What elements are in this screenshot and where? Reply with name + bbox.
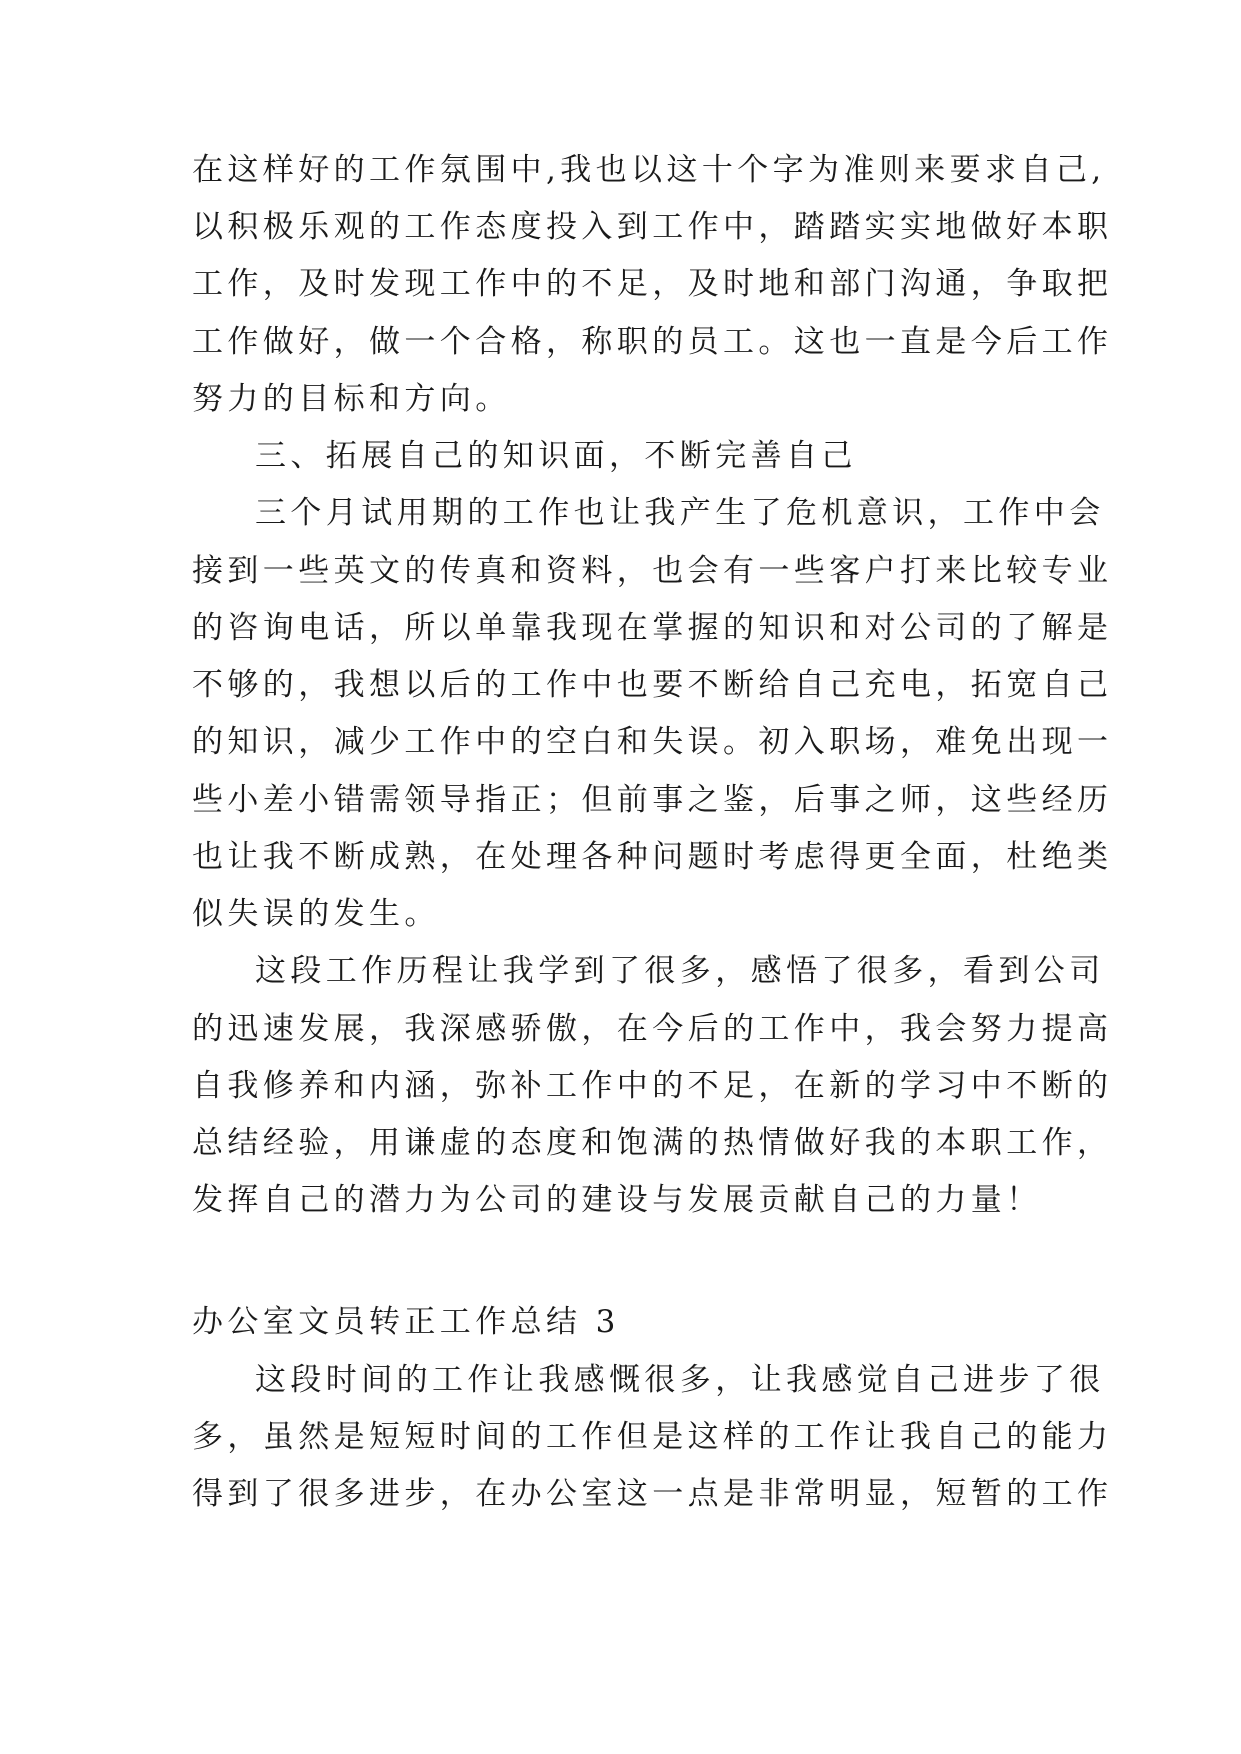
body-text-line: 总结经验，用谦虚的态度和饱满的热情做好我的本职工作， bbox=[192, 1125, 1113, 1161]
body-text-line: 的知识，减少工作中的空白和失误。初入职场，难免出现一 bbox=[192, 724, 1113, 760]
section-title: 办公室文员转正工作总结 3 bbox=[192, 1304, 620, 1340]
body-text-line: 这段时间的工作让我感慨很多，让我感觉自己进步了很 bbox=[255, 1362, 1105, 1398]
body-text-line: 发挥自己的潜力为公司的建设与发展贡献自己的力量！ bbox=[192, 1182, 1042, 1218]
body-text-line: 在这样好的工作氛围中,我也以这十个字为准则来要求自己, bbox=[192, 152, 1106, 188]
body-text-line: 以积极乐观的工作态度投入到工作中，踏踏实实地做好本职 bbox=[192, 209, 1113, 245]
body-text-line: 接到一些英文的传真和资料，也会有一些客户打来比较专业 bbox=[192, 553, 1113, 589]
body-text-line: 这段工作历程让我学到了很多，感悟了很多，看到公司 bbox=[255, 953, 1105, 989]
body-text-line: 也让我不断成熟，在处理各种问题时考虑得更全面，杜绝类 bbox=[192, 839, 1113, 875]
body-text-line: 三个月试用期的工作也让我产生了危机意识，工作中会 bbox=[255, 495, 1105, 531]
body-text-line: 得到了很多进步，在办公室这一点是非常明显，短暂的工作 bbox=[192, 1476, 1113, 1512]
body-text-line: 工作做好，做一个合格，称职的员工。这也一直是今后工作 bbox=[192, 324, 1113, 360]
body-text-line: 多，虽然是短短时间的工作但是这样的工作让我自己的能力 bbox=[192, 1419, 1113, 1455]
body-text-line: 不够的，我想以后的工作中也要不断给自己充电，拓宽自己 bbox=[192, 667, 1113, 703]
body-text-line: 努力的目标和方向。 bbox=[192, 381, 511, 417]
body-text-line: 的迅速发展，我深感骄傲，在今后的工作中，我会努力提高 bbox=[192, 1011, 1113, 1047]
body-text-line: 似失误的发生。 bbox=[192, 896, 440, 932]
body-text-line: 些小差小错需领导指正；但前事之鉴，后事之师，这些经历 bbox=[192, 782, 1113, 818]
body-text-line: 工作，及时发现工作中的不足，及时地和部门沟通，争取把 bbox=[192, 266, 1113, 302]
body-text-line: 自我修养和内涵，弥补工作中的不足，在新的学习中不断的 bbox=[192, 1068, 1113, 1104]
body-text-line: 的咨询电话，所以单靠我现在掌握的知识和对公司的了解是 bbox=[192, 610, 1113, 646]
section-heading: 三、拓展自己的知识面，不断完善自己 bbox=[255, 438, 857, 474]
